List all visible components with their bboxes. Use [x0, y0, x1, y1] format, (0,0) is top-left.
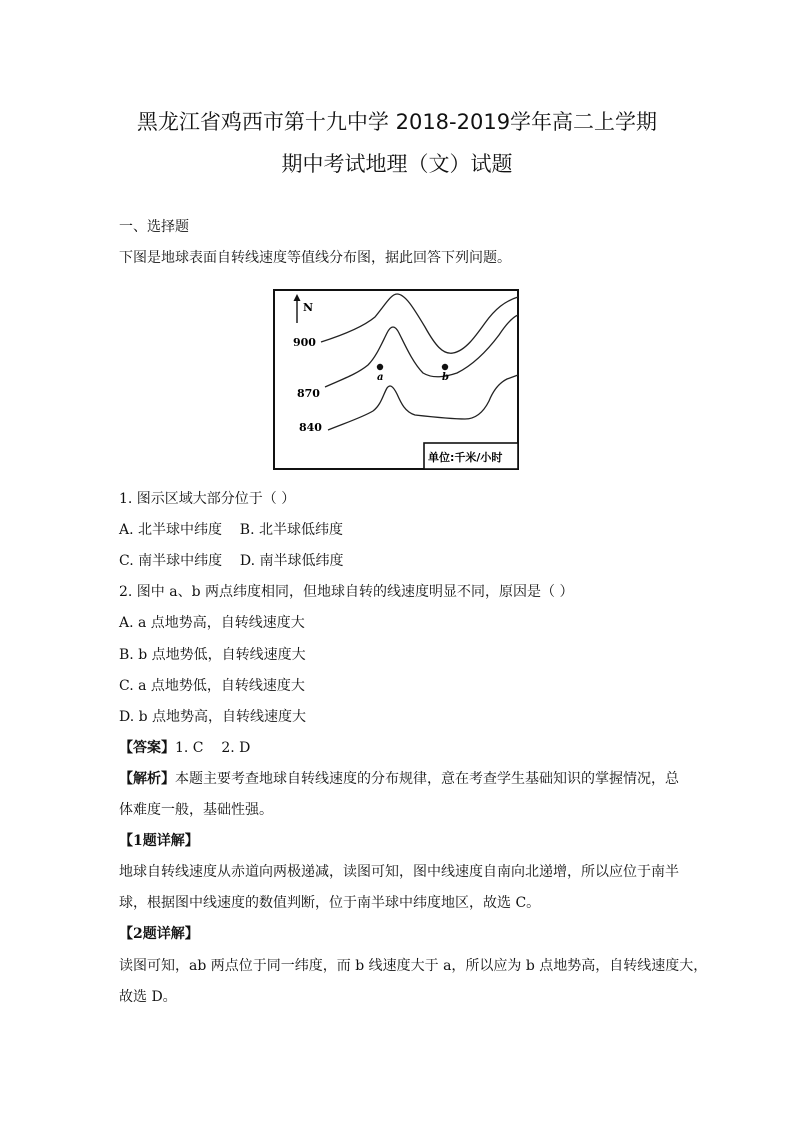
point-b-marker [442, 364, 448, 370]
analysis-line1 [119, 769, 699, 789]
detail1-line1: 地球自转线速度从赤道向两极递减，读图可知，图中线速度自南向北递增，所以应位于南半 [119, 864, 679, 880]
answer-label: 【答案】 [119, 740, 175, 756]
contour-label-900: 900 [293, 336, 316, 349]
detail1-label: 【1题详解】 [119, 833, 199, 849]
answer-text: 1. C 2. D [175, 740, 251, 756]
detail2-line2: 故选 D。 [119, 989, 177, 1005]
document-title-line2: 期中考试地理（文）试题 [281, 152, 513, 176]
north-label: N [303, 301, 314, 314]
q2-stem: 2. 图中 a、b 两点纬度相同，但地球自转的线速度明显不同，原因是（ ） [119, 584, 574, 600]
q2-option-b: B. b 点地势低，自转线速度大 [119, 647, 306, 663]
q2-option-a: A. a 点地势高，自转线速度大 [119, 615, 305, 631]
q2-option-c: C. a 点地势低，自转线速度大 [119, 678, 305, 694]
detail1-line2: 球，根据图中线速度的数值判断，位于南半球中纬度地区，故选 C。 [119, 895, 541, 911]
question-intro: 下图是地球表面自转线速度等值线分布图，据此回答下列问题。 [119, 250, 511, 266]
analysis-text-line2: 体难度一般，基础性强。 [119, 802, 273, 818]
analysis-label: 【解析】 [119, 771, 175, 787]
q1-options-row1: A. 北半球中纬度 B. 北半球低纬度 [119, 522, 343, 538]
contour-label-840: 840 [299, 421, 322, 434]
contour-map [273, 289, 519, 470]
point-a-marker [377, 364, 383, 370]
analysis-text-line1: 本题主要考查地球自转线速度的分布规律，意在考查学生基础知识的掌握情况，总 [175, 771, 679, 787]
point-a-label: a [377, 372, 384, 383]
document-title-line1: 黑龙江省鸡西市第十九中学 2018-2019学年高二上学期 [136, 110, 658, 134]
answer-line [119, 738, 699, 758]
contour-label-870: 870 [297, 387, 320, 400]
section-heading: 一、选择题 [119, 219, 189, 235]
q2-option-d: D. b 点地势高，自转线速度大 [119, 709, 307, 725]
detail2-label: 【2题详解】 [119, 926, 199, 942]
contour-figure [273, 289, 519, 470]
detail2-line1: 读图可知，ab 两点位于同一纬度，而 b 线速度大于 a，所以应为 b 点地势高，自转线速度大， [119, 958, 708, 974]
q1-stem: 1. 图示区域大部分位于（ ） [119, 491, 296, 507]
figure-border [274, 290, 518, 469]
unit-label: 单位:千米/小时 [428, 451, 503, 464]
point-b-label: b [442, 372, 449, 383]
q1-options-row2: C. 南半球中纬度 D. 南半球低纬度 [119, 553, 344, 569]
